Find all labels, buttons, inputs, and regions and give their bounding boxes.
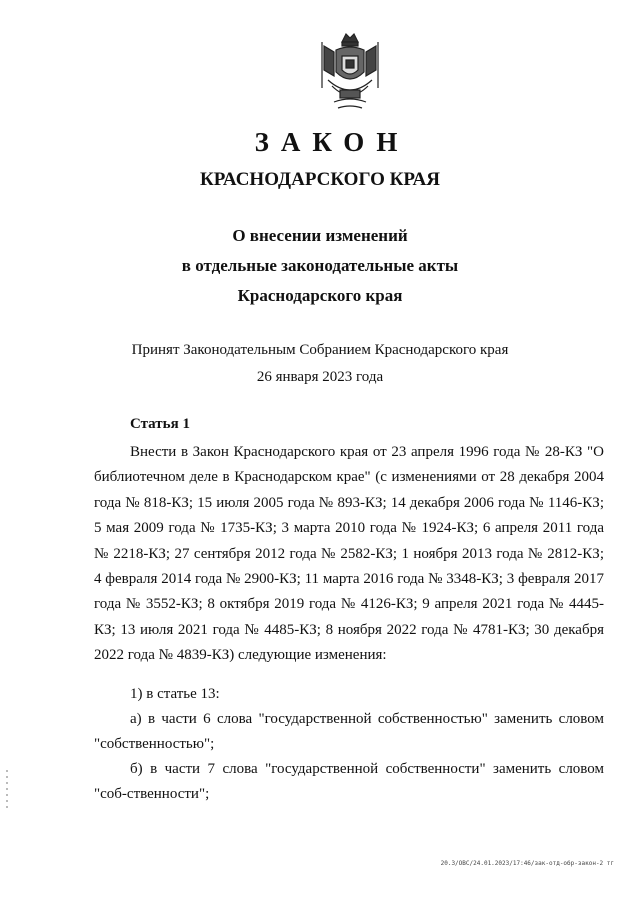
article-paragraph-main: Внести в Закон Краснодарского края от 23 апреля 1996 года № 28-КЗ "О библиотечном деле в Краснодарском крае" (с изменениями от 28 декабря 2004 года № 818-КЗ; 15 июля 2005 года № 893-КЗ; 14 декабря 2006 года № 1146-КЗ; 5 мая 2009 года № 1735-КЗ; 3 марта 2010 года № 1924-КЗ; 6 апреля 2011 года № 2218-КЗ; 27 сентября 2012 года № 2582-КЗ; 1 ноября 2013 года № 2812-КЗ; 4 февраля 2014 года № 2900-КЗ; 11 марта 2016 года № 3348-КЗ; 3 февраля 2017 года № 3552-КЗ; 8 октября 2019 года № 4126-КЗ; 9 апреля 2021 года № 4445-КЗ; 13 июля 2021 года № 4485-КЗ; 8 ноября 2022 года № 4781-КЗ; 30 декабря 2022 года № 4839-КЗ) следующие изменения: [94,444,604,664]
article-subitem-b: б) в части 7 слова "государственной собственности" заменить словом "соб-ственности"; [94,761,604,803]
subject-line-3: Краснодарского края [237,286,403,305]
scan-artifact [6,770,8,810]
region-title: КРАСНОДАРСКОГО КРАЯ [199,169,441,190]
subject-line-1: О внесении изменений [232,226,408,245]
article-heading: Статья 1 [130,416,190,432]
article-subitem-a: а) в части 6 слова "государственной собственностью" заменить словом "собственностью"; [94,711,604,753]
subject-line-2: в отдельные законодательные акты [181,256,459,275]
adopted-by: Принят Законодательным Собранием Краснодарского края [131,342,509,358]
article-item-1: 1) в статье 13: [130,686,220,702]
adopted-date: 26 января 2023 года [256,369,384,385]
document-footer-code: 20.3/ОВС/24.01.2023/17:46/зак-отд-обр-закон-2 тг [440,860,614,867]
krasnodar-coat-of-arms-icon [314,30,386,112]
law-title: ЗАКОН [254,127,410,157]
